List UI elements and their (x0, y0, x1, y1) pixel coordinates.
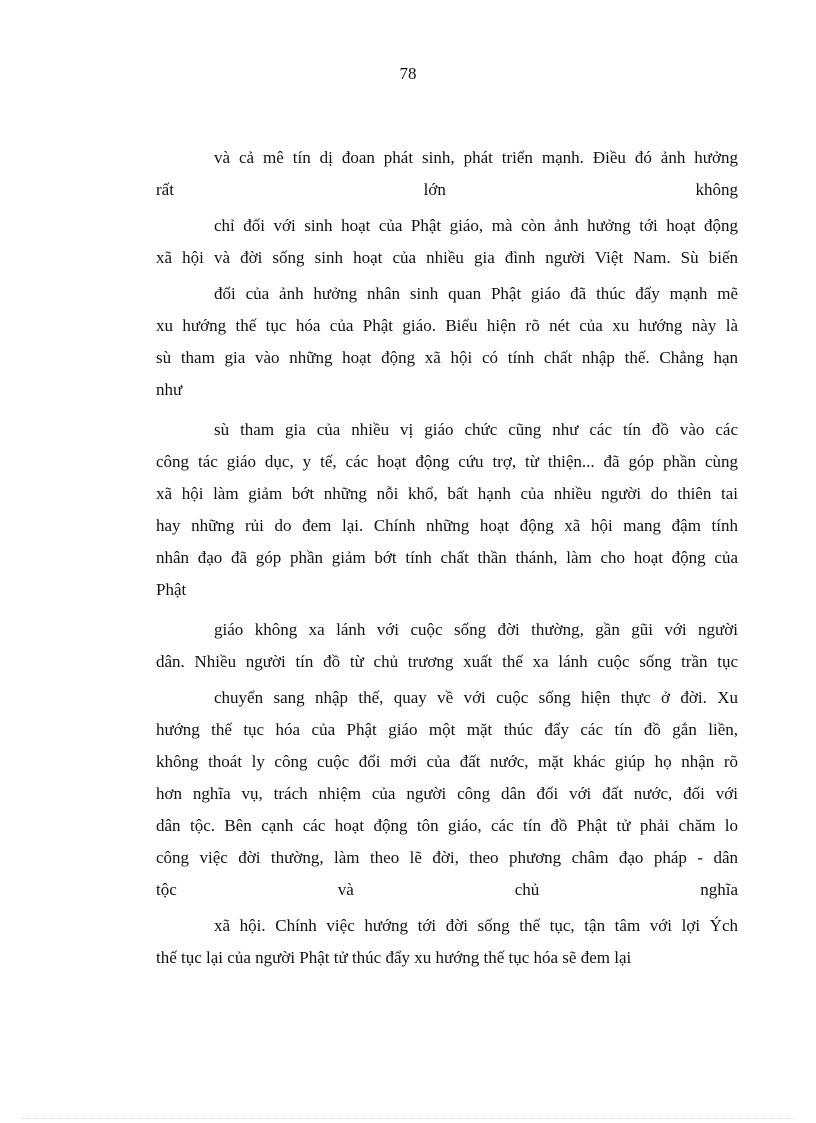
text-line: xã hội. Chính việc hướng tới đời sống thế tục, tận tâm với lợi Ých (214, 916, 738, 935)
text-line: giáo không xa lánh với cuộc sống đời thường, gần gũi với người (214, 620, 738, 639)
text-line: hơn nghĩa vụ, trách nhiệm của người công dân đối với đất nước, đối với (156, 784, 738, 803)
text-line: sù tham gia của nhiều vị giáo chức cũng như các tín đồ vào các (214, 420, 738, 439)
text-line: rất lớn không (156, 180, 738, 199)
text-line: và cả mê tín dị đoan phát sinh, phát triển mạnh. Điều đó ảnh hưởng (214, 148, 738, 167)
bottom-dotted-rule (22, 1118, 794, 1119)
text-line: xu hướng thế tục hóa của Phật giáo. Biểu hiện rõ nét của xu hướng này là (156, 316, 738, 335)
text-line: hay những rủi do đem lại. Chính những hoạt động xã hội mang đậm tính (156, 516, 738, 535)
text-line: xã hội làm giảm bớt những nỗi khổ, bất hạnh của nhiều người do thiên tai (156, 484, 738, 503)
text-line: công việc đời thường, làm theo lẽ đời, theo phương châm đạo pháp - dân (156, 848, 738, 867)
body-text (156, 143, 738, 975)
text-line: như (156, 380, 183, 399)
text-line: dân tộc. Bên cạnh các hoạt động tôn giáo, các tín đồ Phật tử phải chăm lo (156, 816, 738, 835)
text-line: đổi của ảnh hưởng nhân sinh quan Phật giáo đã thúc đẩy mạnh mẽ (214, 284, 738, 303)
text-line: xã hội và đời sống sinh hoạt của nhiều gia đình người Việt Nam. Sù biến (156, 248, 738, 267)
text-line: thế tục lại của người Phật tử thúc đẩy xu hướng thế tục hóa sẽ đem lại (156, 948, 632, 967)
page-number: 78 (399, 64, 417, 83)
text-line: công tác giáo dục, y tế, các hoạt động cứu trợ, từ thiện... đã góp phần cùng (156, 452, 738, 471)
text-line: hướng thế tục hóa của Phật giáo một mặt thúc đẩy các tín đồ gắn liền, (156, 720, 738, 739)
text-line: chuyển sang nhập thế, quay về với cuộc sống hiện thực ở đời. Xu (214, 688, 738, 707)
text-line: tộc và chủ nghĩa (156, 880, 738, 899)
text-line: nhân đạo đã góp phần giảm bớt tính chất thần thánh, làm cho hoạt động của (156, 548, 738, 567)
text-line: không thoát ly công cuộc đổi mới của đất nước, mặt khác giúp họ nhận rõ (156, 752, 738, 771)
text-line: dân. Nhiều người tín đồ từ chủ trương xuất thế xa lánh cuộc sống trần tục (156, 652, 738, 671)
text-line: sù tham gia vào những hoạt động xã hội có tính chất nhập thế. Chẳng hạn (156, 348, 738, 367)
text-line: Phật (156, 580, 187, 599)
text-line: chỉ đối với sinh hoạt của Phật giáo, mà còn ảnh hưởng tới hoạt động (214, 216, 738, 235)
